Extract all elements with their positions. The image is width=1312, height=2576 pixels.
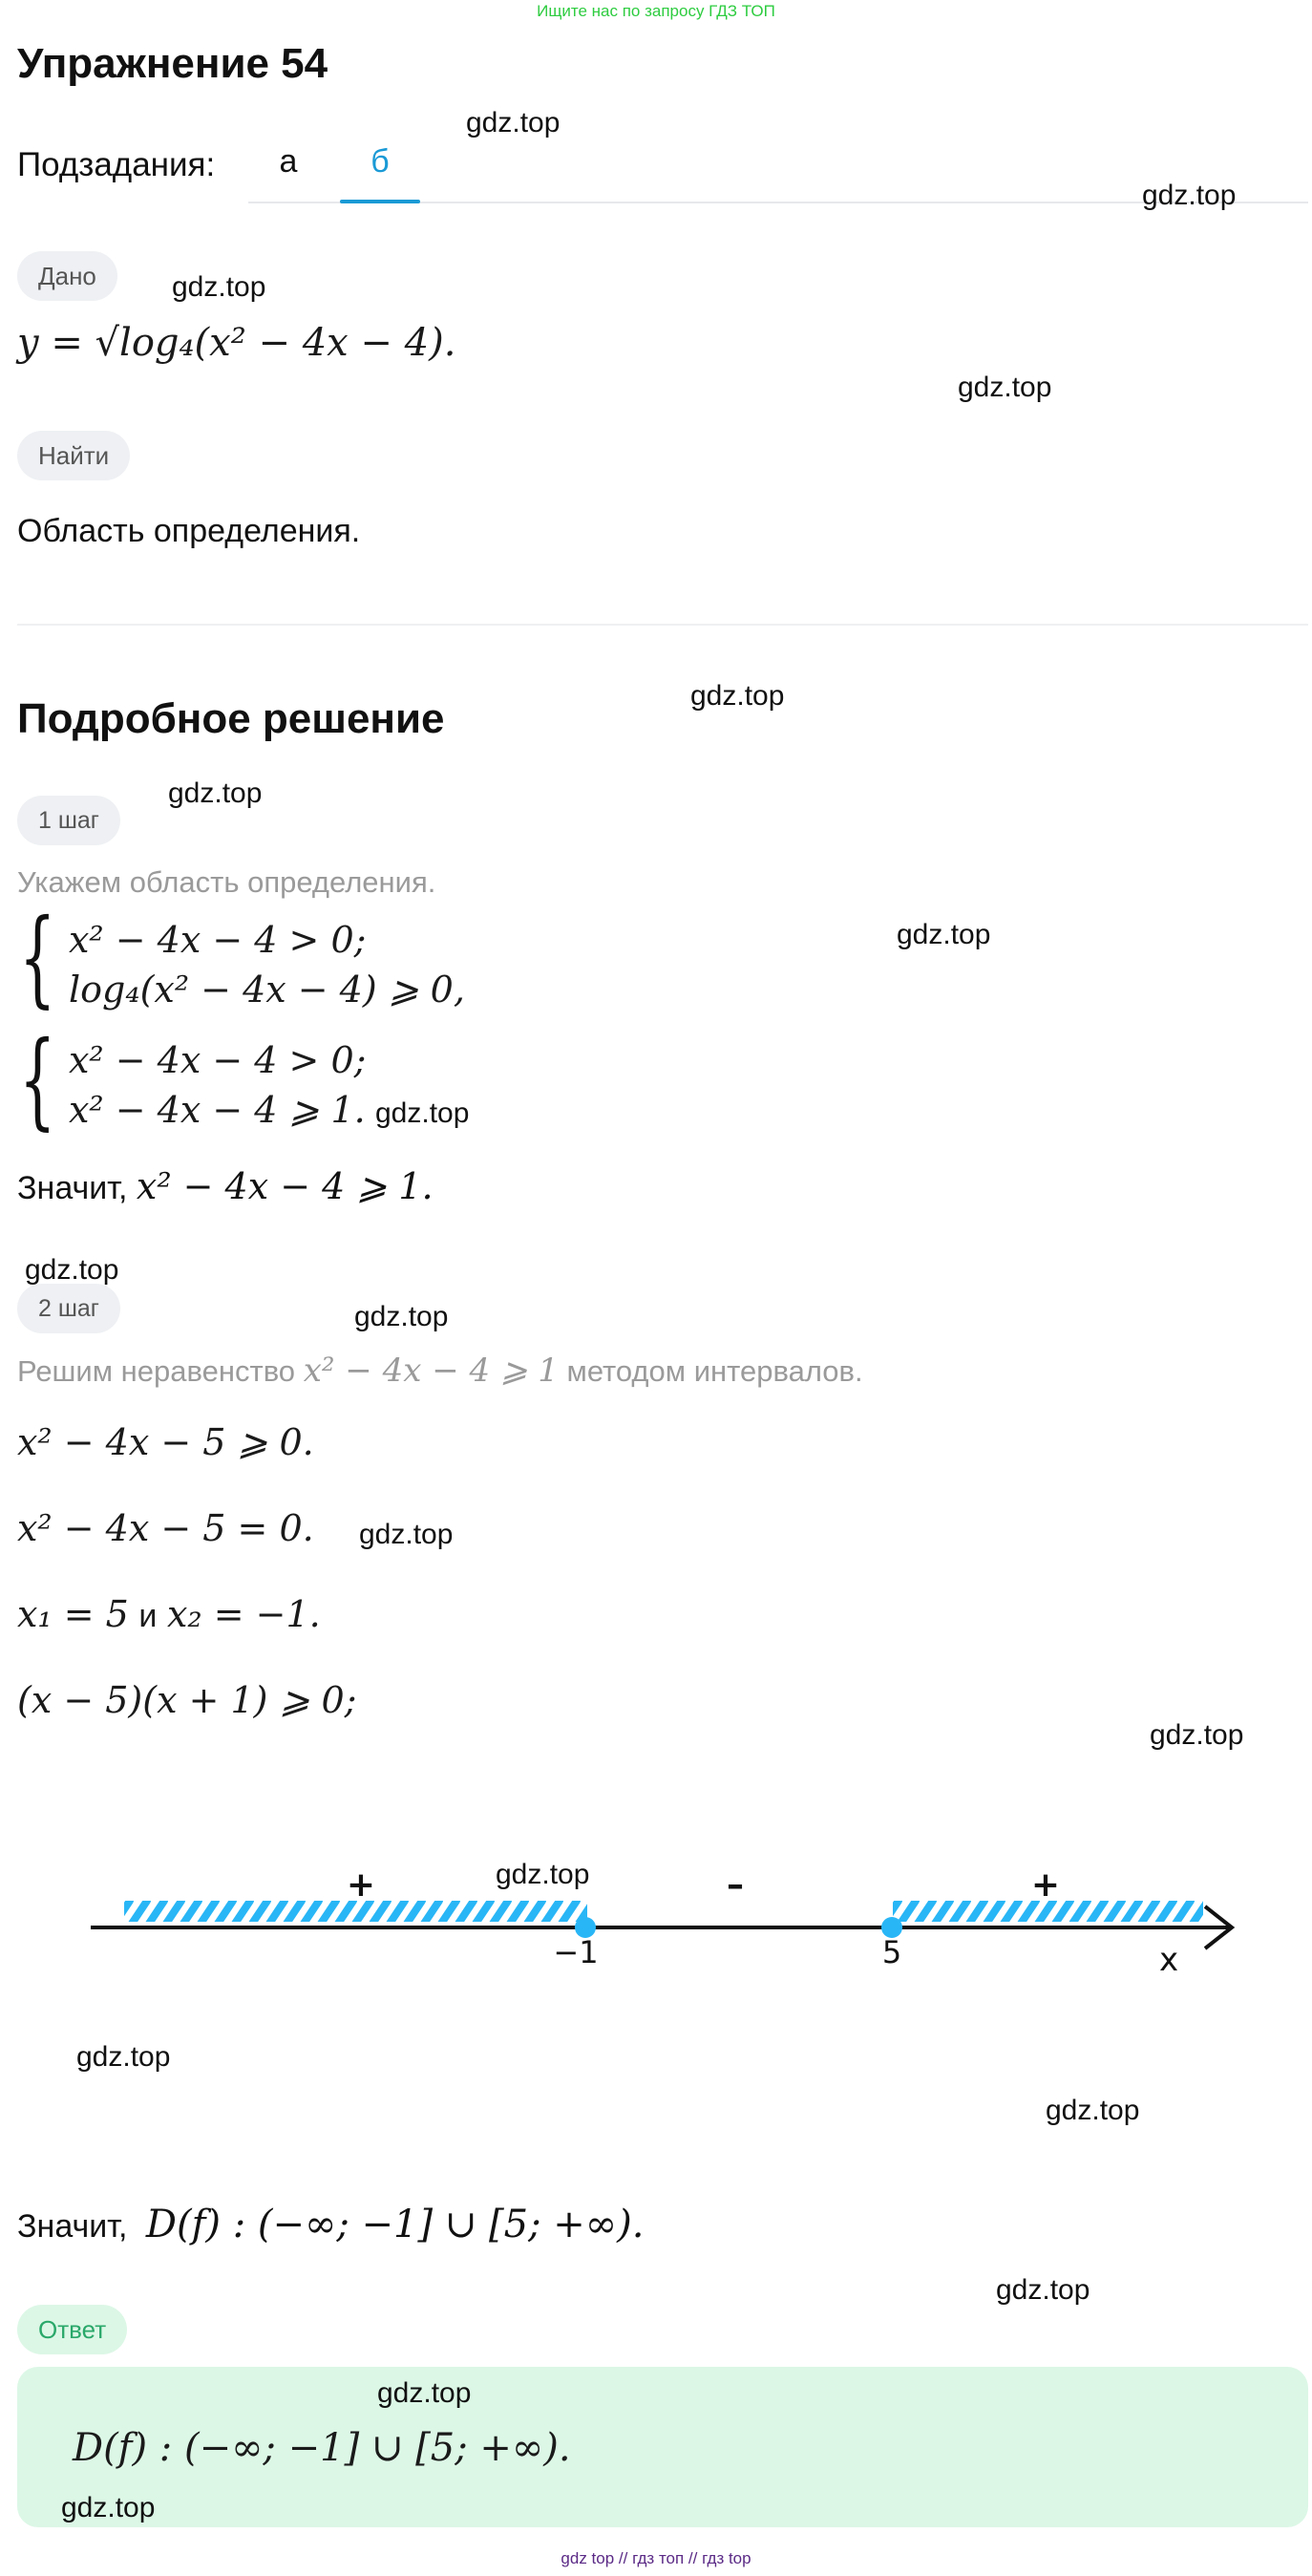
watermark: gdz.top: [897, 919, 991, 950]
system2-line-1: x² − 4x − 4 > 0;: [69, 1039, 367, 1081]
hatch-stripe: [1124, 1901, 1139, 1924]
hatch-stripe: [424, 1901, 439, 1924]
watermark: gdz.top: [375, 1097, 470, 1129]
step2-intro: [17, 1352, 863, 1390]
hatch-stripe: [1158, 1901, 1174, 1924]
sign-middle: –: [727, 1865, 744, 1905]
watermark: gdz.top: [25, 1254, 119, 1286]
root-x1: x₁ = 5: [17, 1593, 129, 1635]
hatch-stripe: [1175, 1901, 1191, 1924]
watermark: gdz.top: [168, 777, 263, 809]
result-prefix: Значит,: [17, 2208, 128, 2245]
hatch-stripe: [510, 1901, 525, 1924]
step2-badge: 2 шаг: [17, 1284, 120, 1333]
hatch-stripe: [286, 1901, 302, 1924]
hatch-stripe: [321, 1901, 336, 1924]
hatch-stripe: [201, 1901, 216, 1924]
step1-intro: Укажем область определения.: [17, 865, 436, 899]
system1-line-1: x² − 4x − 4 > 0;: [69, 919, 367, 961]
roots-and: и: [138, 1598, 158, 1634]
hatch-stripe: [918, 1901, 933, 1924]
hatch-stripe: [304, 1901, 319, 1924]
find-badge: Найти: [17, 431, 130, 480]
hatch-stripe: [596, 1901, 611, 1924]
number-line: [0, 1843, 1312, 1996]
step2-intro-math: x² − 4x − 4 ⩾ 1: [303, 1352, 559, 1390]
hatch-stripe: [235, 1901, 250, 1924]
hatch-stripe: [493, 1901, 508, 1924]
watermark: gdz.top: [172, 271, 266, 303]
hatch-stripe: [900, 1901, 916, 1924]
system2-brace: {: [19, 1018, 56, 1140]
hatch-stripe: [1107, 1901, 1122, 1924]
watermark: gdz.top: [958, 372, 1052, 403]
axis-label-x: x: [1158, 1941, 1179, 1979]
system2-line-2: x² − 4x − 4 ⩾ 1.: [69, 1089, 366, 1131]
step1-conclusion-math: x² − 4x − 4 ⩾ 1.: [136, 1165, 434, 1207]
hatch-stripe: [1141, 1901, 1156, 1924]
find-text: Область определения.: [17, 513, 361, 549]
tab-a[interactable]: а: [279, 143, 298, 180]
hatch-stripe: [561, 1901, 577, 1924]
exercise-title: Упражнение 54: [17, 40, 328, 87]
step2-line1: x² − 4x − 5 ⩾ 0.: [17, 1421, 314, 1463]
watermark: gdz.top: [354, 1301, 449, 1332]
solution-title: Подробное решение: [17, 695, 445, 742]
hatch-stripe: [458, 1901, 474, 1924]
hatch-stripe: [476, 1901, 491, 1924]
tab-b[interactable]: б: [370, 143, 390, 180]
system2: [69, 1035, 366, 1135]
label-5: 5: [881, 1934, 902, 1970]
watermark: gdz.top: [496, 1859, 590, 1890]
step2-line2: x² − 4x − 5 = 0.: [17, 1507, 314, 1549]
step1-conclusion: [17, 1165, 434, 1207]
watermark: gdz.top: [1150, 1719, 1244, 1751]
result-line: [17, 2203, 644, 2246]
watermark: gdz.top: [996, 2274, 1090, 2306]
step1-badge: 1 шаг: [17, 796, 120, 845]
hatch-stripe: [149, 1901, 164, 1924]
watermark: gdz.top: [61, 2492, 156, 2523]
hatch-stripe: [218, 1901, 233, 1924]
answer-badge: Ответ: [17, 2305, 127, 2354]
watermark: gdz.top: [1046, 2095, 1140, 2126]
hatch-stripe: [441, 1901, 456, 1924]
step2-intro-prefix: Решим неравенство: [17, 1354, 296, 1388]
hatch-stripe: [544, 1901, 560, 1924]
hatch-stripe: [115, 1901, 130, 1924]
hatch-stripe: [952, 1901, 967, 1924]
hatch-stripe: [1090, 1901, 1105, 1924]
hatch-stripe: [407, 1901, 422, 1924]
answer-math: D(f) : (−∞; −1] ∪ [5; +∞).: [73, 2426, 571, 2470]
hatch-stripe: [527, 1901, 542, 1924]
hatch-stripe: [986, 1901, 1002, 1924]
hatch-stripe: [390, 1901, 405, 1924]
watermark: gdz.top: [690, 680, 785, 712]
system1-line-2: log₄(x² − 4x − 4) ⩾ 0,: [69, 969, 465, 1011]
system1-brace: {: [19, 896, 56, 1018]
hatch-stripe: [1072, 1901, 1088, 1924]
watermark: gdz.top: [377, 2377, 472, 2409]
hatch-stripe: [969, 1901, 984, 1924]
hatch-stripe: [613, 1901, 628, 1924]
footer-links[interactable]: gdz top // гдз топ // гдз top: [561, 2549, 751, 2567]
hatch-stripe: [935, 1901, 950, 1924]
label-minus-1: −1: [553, 1934, 599, 1970]
tab-active-underline: [340, 200, 420, 203]
hatch-stripe: [166, 1901, 181, 1924]
watermark: gdz.top: [466, 107, 561, 138]
hatch-stripe: [1227, 1901, 1242, 1924]
given-badge: Дано: [17, 251, 117, 301]
hatch-stripe: [183, 1901, 199, 1924]
step1-conclusion-prefix: Значит,: [17, 1170, 128, 1206]
section-divider: [17, 624, 1308, 626]
watermark: gdz.top: [359, 1519, 454, 1550]
result-math: D(f) : (−∞; −1] ∪ [5; +∞).: [145, 2203, 645, 2246]
step2-intro-suffix: методом интервалов.: [566, 1354, 863, 1388]
root-x2: x₂ = −1.: [166, 1593, 321, 1635]
top-banner[interactable]: Ищите нас по запросу ГДЗ ТОП: [537, 2, 775, 20]
hatch-stripe: [269, 1901, 285, 1924]
hatch-stripe: [1004, 1901, 1019, 1924]
hatch-stripe: [132, 1901, 147, 1924]
subtasks-label: Подзадания:: [17, 146, 216, 183]
watermark: gdz.top: [76, 2041, 171, 2073]
hatch-stripe: [252, 1901, 267, 1924]
hatch-right: [883, 1901, 1242, 1924]
given-formula: y = √log₄(x² − 4x − 4).: [17, 321, 456, 365]
sign-left: +: [346, 1865, 376, 1905]
hatch-stripe: [1193, 1901, 1208, 1924]
watermark: gdz.top: [1142, 180, 1237, 211]
step2-roots: [17, 1593, 321, 1636]
step2-factored: (x − 5)(x + 1) ⩾ 0;: [17, 1679, 357, 1721]
system1: [69, 915, 465, 1014]
sign-right: +: [1030, 1865, 1061, 1905]
